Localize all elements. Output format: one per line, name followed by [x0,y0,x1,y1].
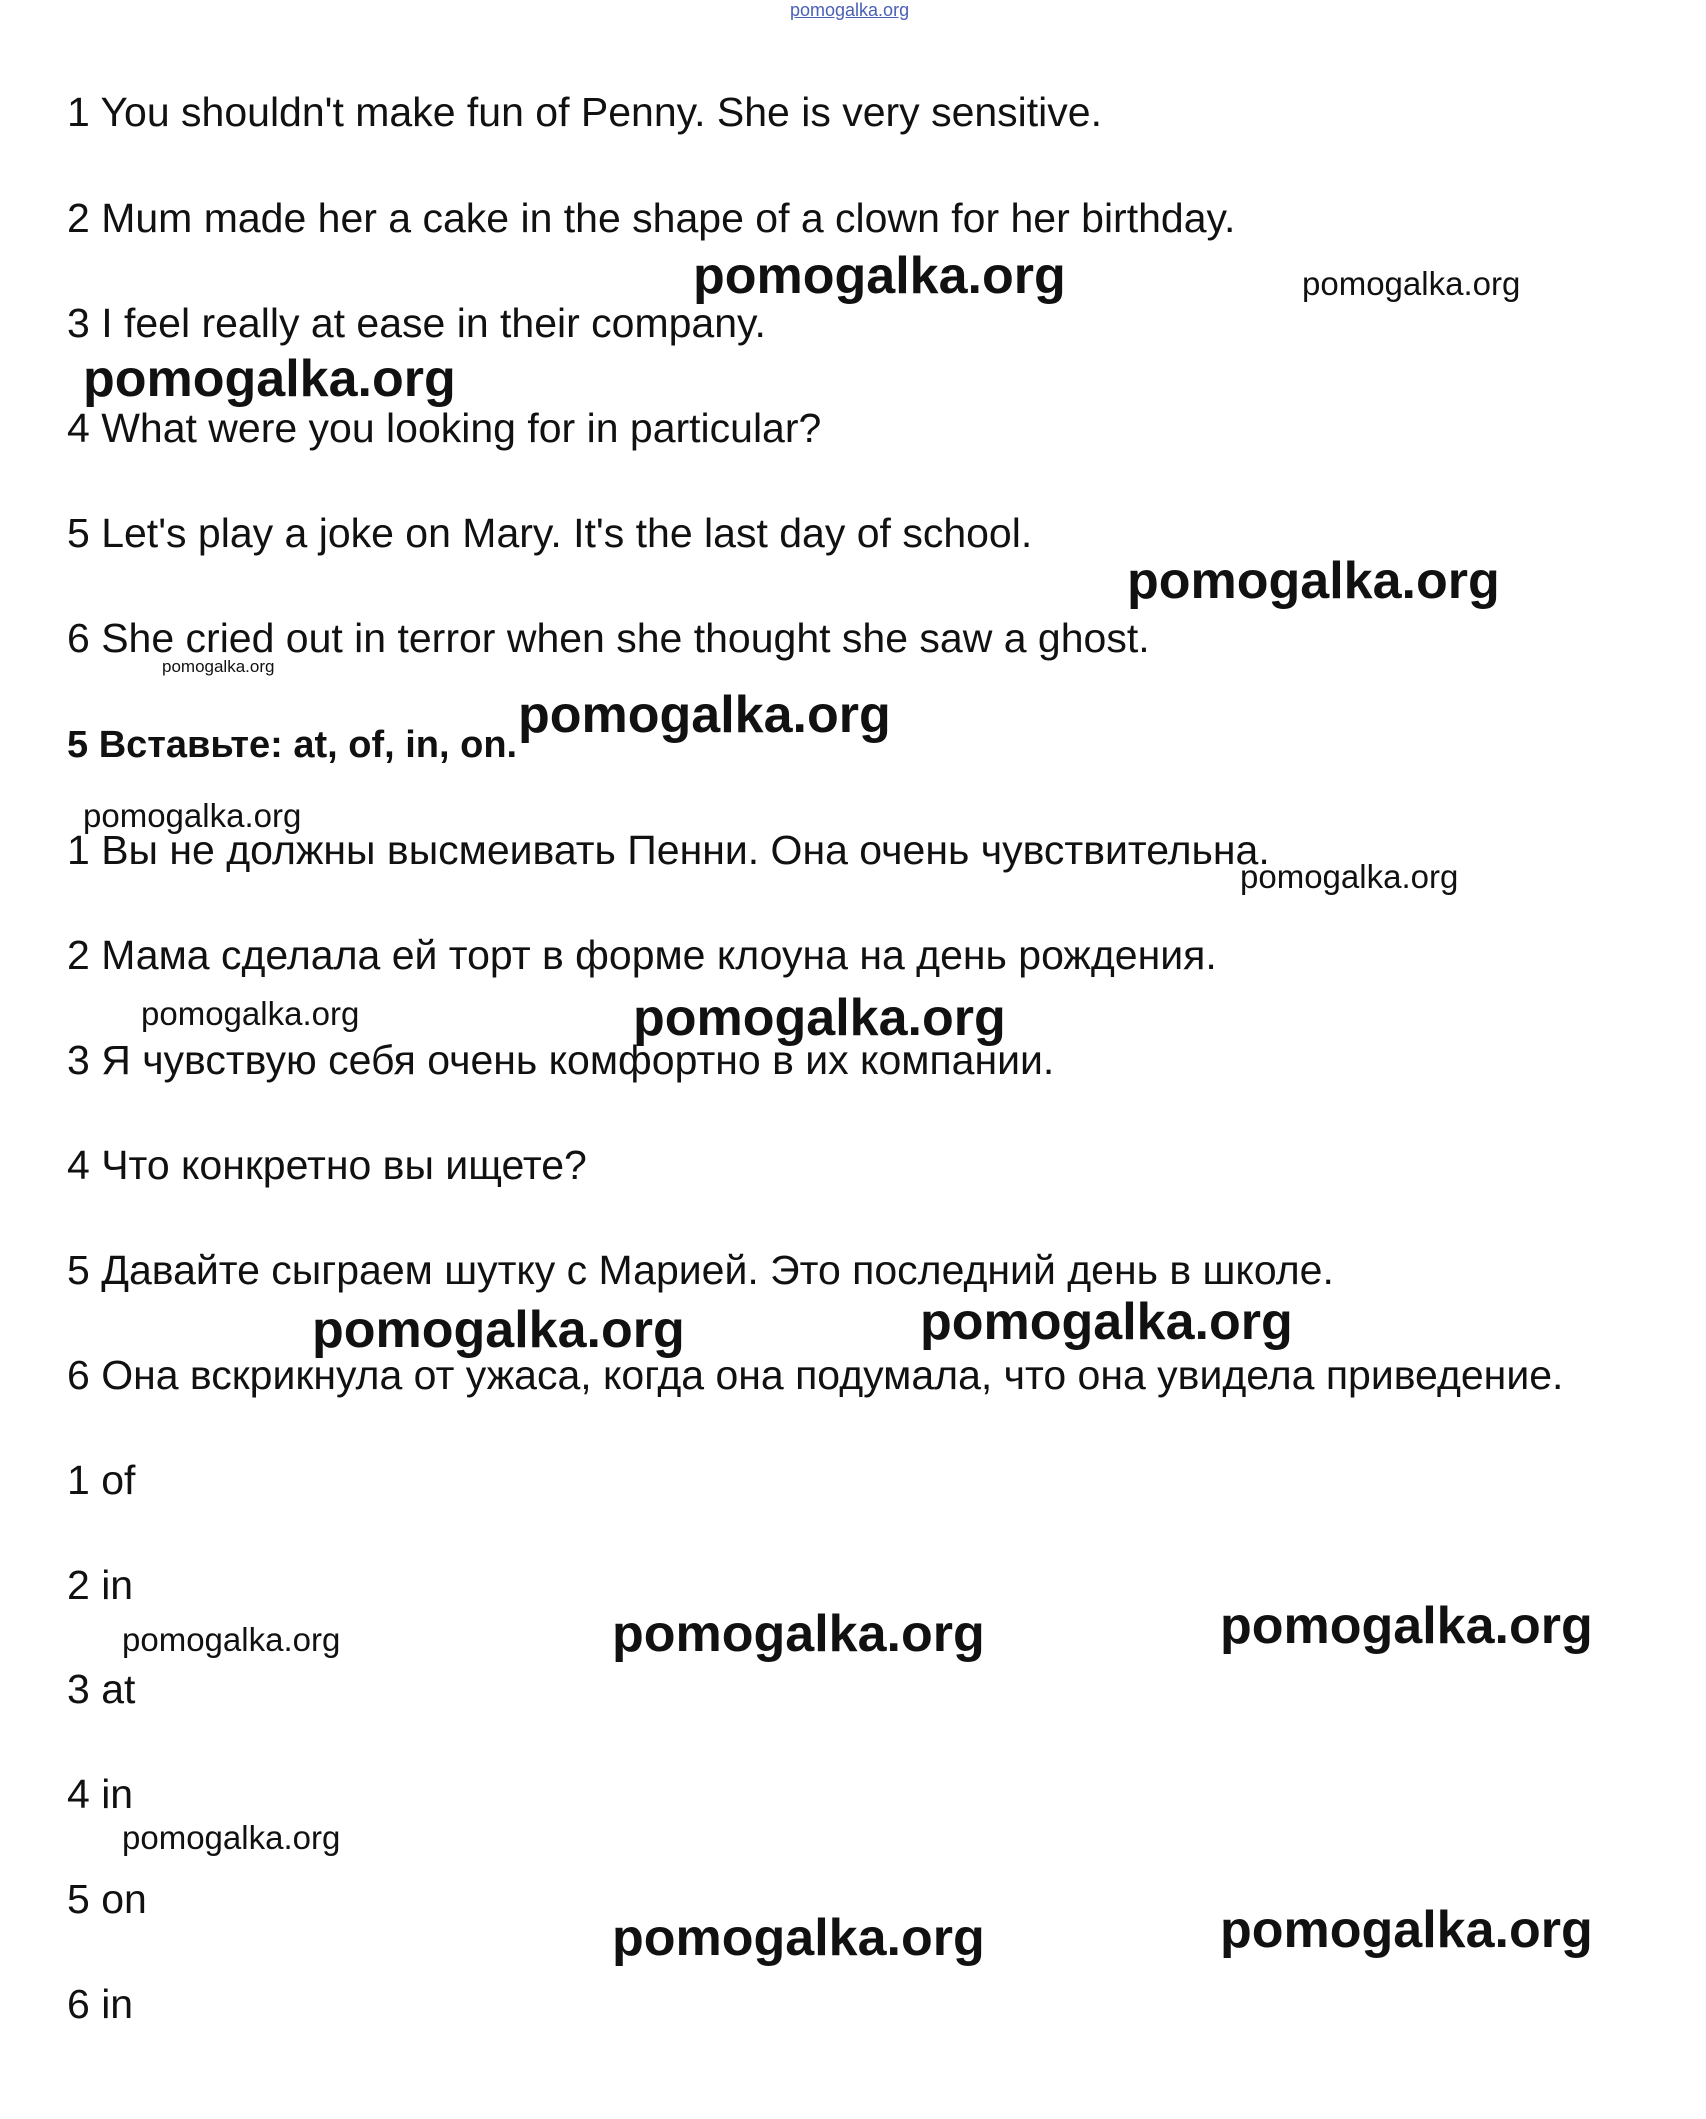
watermark: pomogalka.org [1220,1901,1593,1959]
answer-5: 5 on [67,1876,147,1922]
watermark: pomogalka.org [162,657,275,676]
russian-sentence-5: 5 Давайте сыграем шутку с Марией. Это последний день в школе. [67,1247,1334,1293]
watermark: pomogalka.org [1220,1597,1593,1655]
watermark: pomogalka.org [612,1909,985,1967]
watermark: pomogalka.org [1302,265,1521,302]
exercise-heading: 5 Вставьте: at, of, in, on. [67,724,518,766]
answer-2: 2 in [67,1562,134,1608]
watermark: pomogalka.org [612,1605,985,1663]
watermark: pomogalka.org [83,797,302,834]
watermark: pomogalka.org [518,686,891,744]
russian-sentence-1: 1 Вы не должны высмеивать Пенни. Она очень чувствительна. [67,827,1270,873]
watermark: pomogalka.org [122,1621,341,1658]
english-sentence-3: 3 I feel really at ease in their company. [67,300,766,346]
answer-3: 3 at [67,1666,136,1712]
english-sentence-2: 2 Mum made her a cake in the shape of a clown for her birthday. [67,195,1236,241]
english-sentence-4: 4 What were you looking for in particular? [67,405,822,451]
russian-sentence-4: 4 Что конкретно вы ищете? [67,1142,587,1188]
watermark: pomogalka.org [83,350,456,408]
watermark: pomogalka.org [633,989,1006,1047]
watermark: pomogalka.org [693,247,1066,305]
watermark-top[interactable]: pomogalka.org [790,0,910,20]
russian-sentence-6: 6 Она вскрикнула от ужаса, когда она подумала, что она увидела приведение. [67,1352,1564,1398]
watermark: pomogalka.org [312,1301,685,1359]
watermark: pomogalka.org [141,995,360,1032]
watermark: pomogalka.org [122,1819,341,1856]
watermark: pomogalka.org [920,1293,1293,1351]
english-sentence-5: 5 Let's play a joke on Mary. It's the last day of school. [67,510,1033,556]
russian-sentence-3: 3 Я чувствую себя очень комфортно в их компании. [67,1037,1055,1083]
answer-6: 6 in [67,1981,134,2027]
watermark: pomogalka.org [1240,858,1459,895]
answer-1: 1 of [67,1457,136,1503]
english-sentence-6: 6 She cried out in terror when she thought she saw a ghost. [67,615,1150,661]
english-sentence-1: 1 You shouldn't make fun of Penny. She is very sensitive. [67,89,1102,135]
answer-4: 4 in [67,1771,134,1817]
russian-sentence-2: 2 Мама сделала ей торт в форме клоуна на день рождения. [67,932,1217,978]
watermark: pomogalka.org [1127,552,1500,610]
